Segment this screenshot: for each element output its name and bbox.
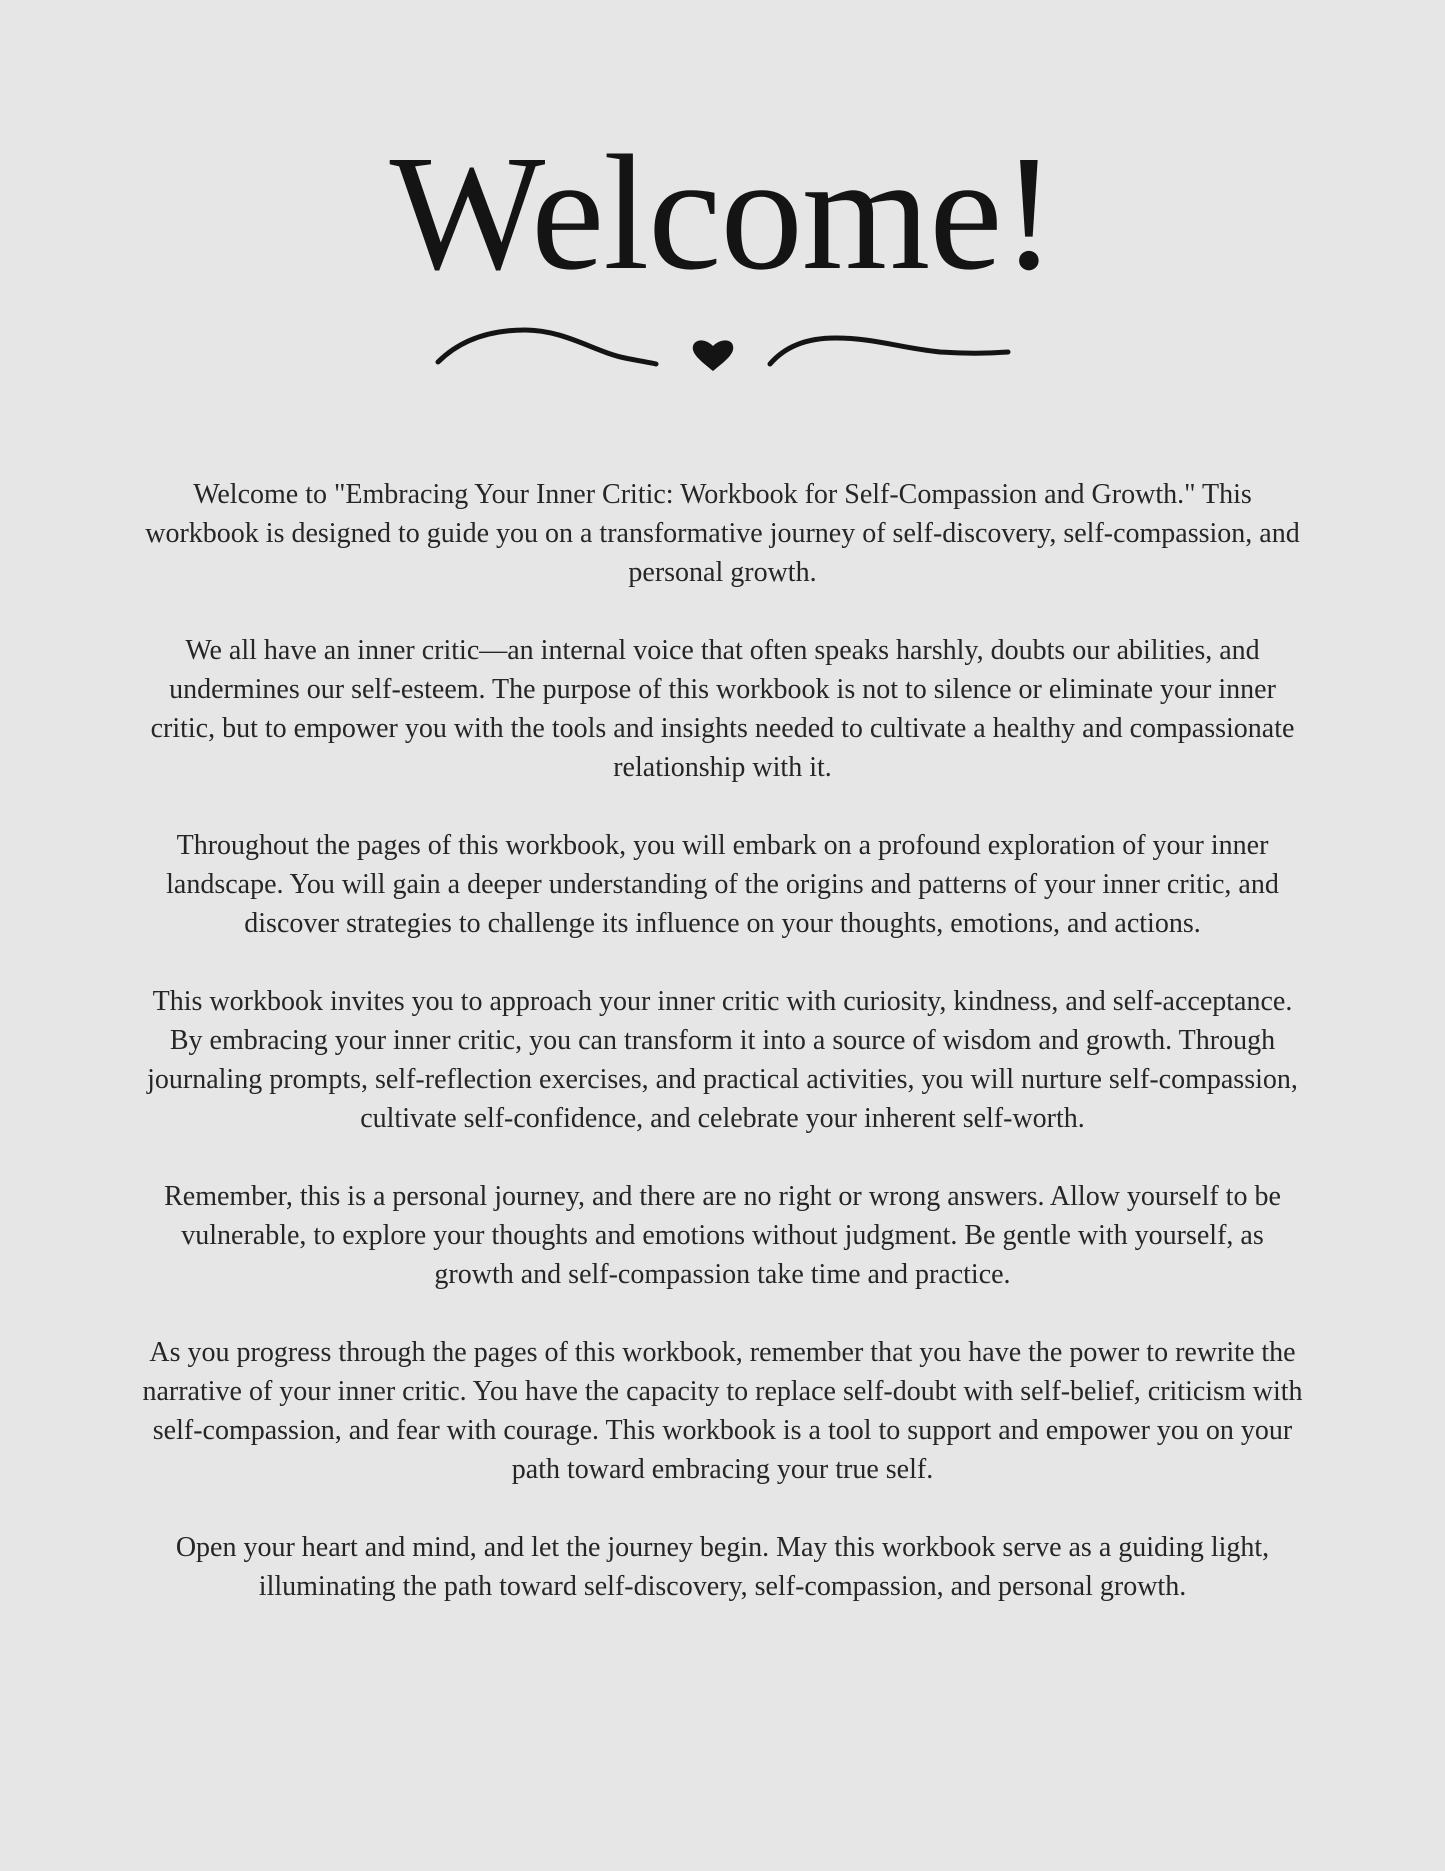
heart-flourish-icon (430, 322, 1015, 382)
paragraph-remember: Remember, this is a personal journey, and there are no right or wrong answers. Allow yourself to be vulnerable, to explore your thoughts and emotions without judgment. Be gentle with yourself, as growth and self-compassion take time and practice. (164, 1181, 1281, 1290)
paragraph-invitation: This workbook invites you to approach your inner critic with curiosity, kindness, and self-acceptance. By embracing your inner critic, you can transform it into a source of wisdom and growth. Through journaling prompts, self-reflection exercises, and practical activities, you will nurture self-compassion, cultivate self-confidence, and celebrate your inherent self-worth. (147, 986, 1298, 1134)
paragraph-exploration: Throughout the pages of this workbook, you will embark on a profound exploration of your inner landscape. You will gain a deeper understanding of the origins and patterns of your inner critic, and discover strategies to challenge its influence on your thoughts, emotions, and actions. (166, 830, 1279, 939)
paragraph-closing: Open your heart and mind, and let the journey begin. May this workbook serve as a guiding light, illuminating the path toward self-discovery, self-compassion, and personal growth. (175, 1532, 1270, 1602)
page-title: Welcome! (389, 121, 1056, 304)
welcome-body (140, 475, 1305, 1645)
paragraph-progress: As you progress through the pages of this workbook, remember that you have the power to rewrite the narrative of your inner critic. You have the capacity to replace self-doubt with self-belief, criticism with self-compassion, and fear with courage. This workbook is a tool to support and empower you on your path toward embracing your true self. (142, 1337, 1303, 1485)
paragraph-intro: Welcome to "Embracing Your Inner Critic: Workbook for Self-Compassion and Growth." This workbook is designed to guide you on a transformative journey of self-discovery, self-compassion, and personal growth. (145, 479, 1300, 588)
paragraph-inner-critic: We all have an inner critic—an internal voice that often speaks harshly, doubts our abilities, and undermines our self-esteem. The purpose of this workbook is not to silence or eliminate your inner critic, but to empower you with the tools and insights needed to cultivate a healthy and compassionate relationship with it. (150, 635, 1295, 783)
